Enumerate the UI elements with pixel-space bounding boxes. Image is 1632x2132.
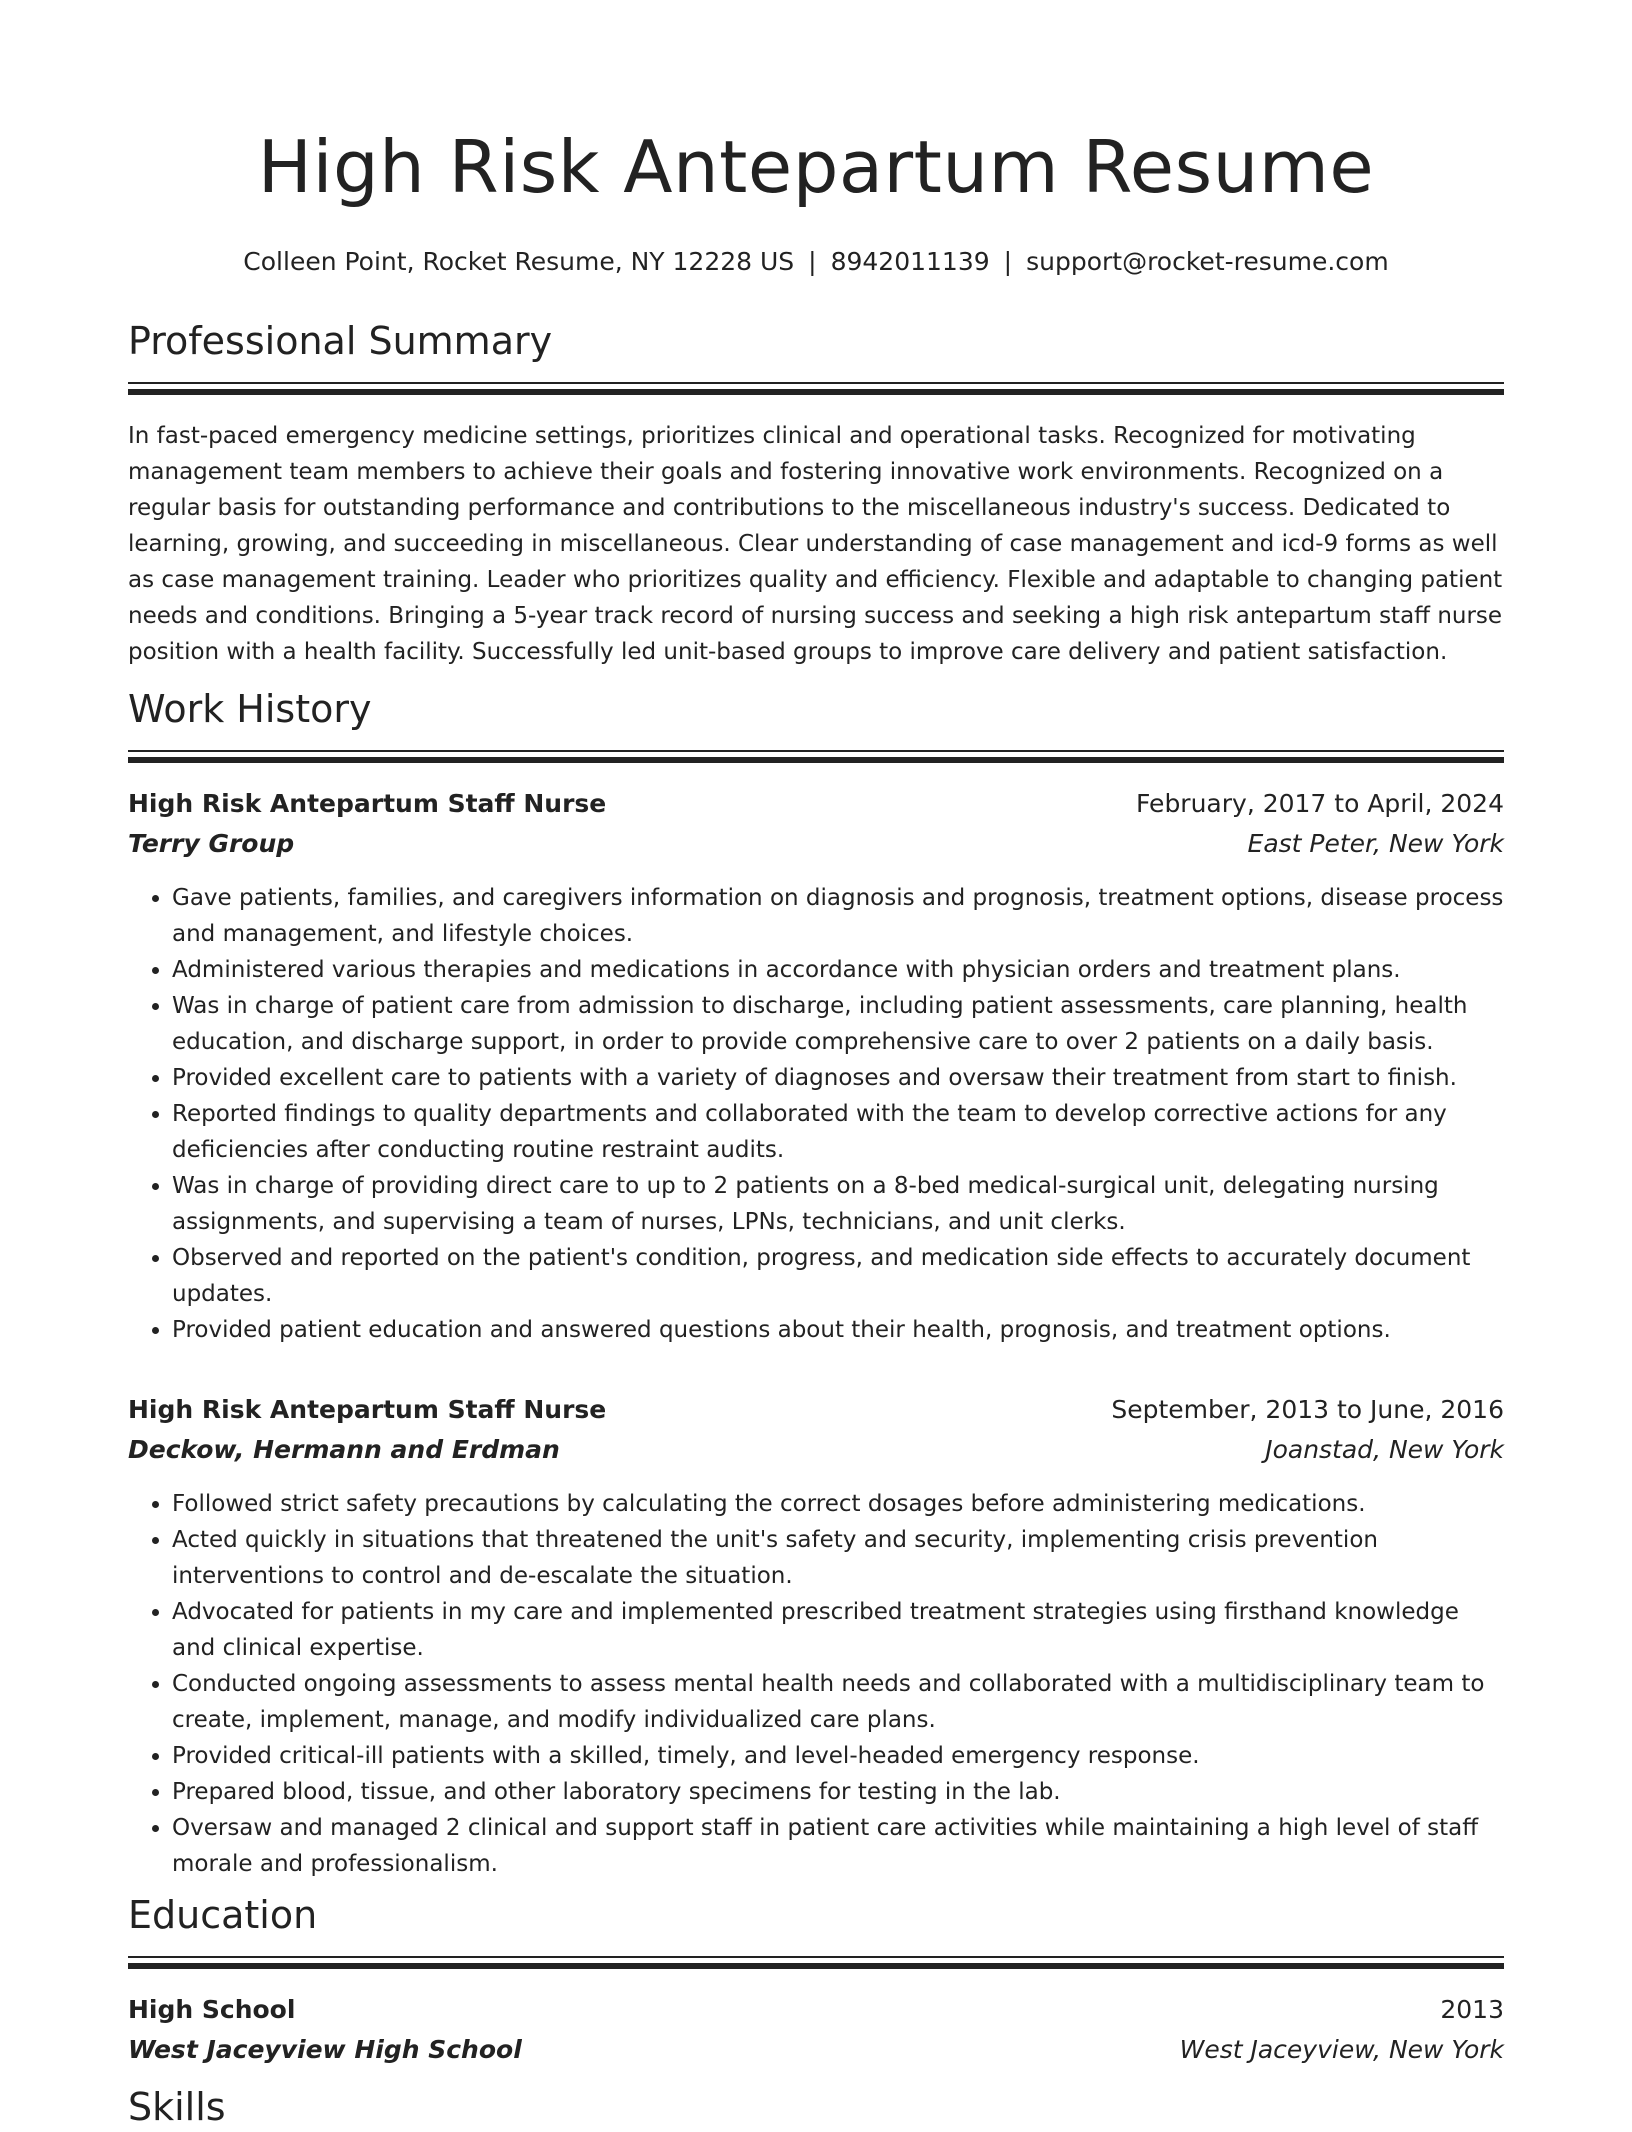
section-title-education: Education xyxy=(128,1893,318,1937)
job-bullet-list xyxy=(128,1486,1504,1882)
education-year: 2013 xyxy=(1440,1995,1504,2024)
job-entry xyxy=(128,1390,1504,1882)
resume-title: High Risk Antepartum Resume xyxy=(257,125,1375,209)
job-bullet: • Advocated for patients in my care and implemented prescribed treatment strategies using firsthand knowledge and clinical expertise. xyxy=(172,1594,1504,1666)
job-bullet: • Prepared blood, tissue, and other laboratory specimens for testing in the lab. xyxy=(172,1774,1504,1810)
education-subheader-row xyxy=(128,2030,1504,2070)
job-entry xyxy=(128,784,1504,1348)
job-bullet: • Acted quickly in situations that threatened the unit's safety and security, implementing crisis prevention interventions to control and de-escalate the situation. xyxy=(172,1522,1504,1594)
professional-summary-section xyxy=(128,316,1504,670)
education-school: West Jaceyview High School xyxy=(128,2035,522,2064)
job-bullet: • Administered various therapies and medications in accordance with physician orders and treatment plans. xyxy=(172,952,1504,988)
job-bullet: • Oversaw and managed 2 clinical and support staff in patient care activities while maintaining a high level of staff morale and professionalism. xyxy=(172,1810,1504,1882)
contact-address: Colleen Point, Rocket Resume, NY 12228 US xyxy=(243,247,795,276)
work-history-section xyxy=(128,684,1504,1882)
job-bullet: • Provided patient education and answered questions about their health, prognosis, and treatment options. xyxy=(172,1312,1504,1348)
education-header-row xyxy=(128,1990,1504,2030)
contact-separator: | xyxy=(808,247,817,276)
resume-header xyxy=(0,118,1632,278)
job-bullet: • Provided critical-ill patients with a skilled, timely, and level-headed emergency response. xyxy=(172,1738,1504,1774)
education-location: West Jaceyview, New York xyxy=(1179,2035,1504,2064)
section-divider xyxy=(128,382,1504,398)
job-bullet: • Followed strict safety precautions by calculating the correct dosages before administering medications. xyxy=(172,1486,1504,1522)
contact-phone: 8942011139 xyxy=(830,247,990,276)
job-bullet: • Gave patients, families, and caregivers information on diagnosis and prognosis, treatment options, disease process and management, and lifestyle choices. xyxy=(172,880,1504,952)
section-divider xyxy=(128,1956,1504,1972)
job-company: Terry Group xyxy=(128,829,295,858)
job-title: High Risk Antepartum Staff Nurse xyxy=(128,1395,607,1424)
education-degree: High School xyxy=(128,1995,296,2024)
job-bullet: • Conducted ongoing assessments to assess mental health needs and collaborated with a multidisciplinary team to create, implement, manage, and modify individualized care plans. xyxy=(172,1666,1504,1738)
job-title: High Risk Antepartum Staff Nurse xyxy=(128,789,607,818)
education-entry xyxy=(128,1990,1504,2070)
contact-email: support@rocket-resume.com xyxy=(1026,247,1389,276)
contact-separator: | xyxy=(1003,247,1013,276)
section-title-work-history: Work History xyxy=(128,687,372,731)
summary-text: In fast-paced emergency medicine settings, prioritizes clinical and operational tasks. Recognized for motivating management team members to achieve their goals and fostering innovative work environments. Recognized on a regular basis for outstanding performance and contributions to the miscellaneous industry's success. Dedicated to learning, growing, and succeeding in miscellaneous. Clear understanding of case management and icd-9 forms as well as case management training. Leader who prioritizes quality and efficiency. Flexible and adaptable to changing patient needs and conditions. Bringing a 5-year track record of nursing success and seeking a high risk antepartum staff nurse position with a health facility. Successfully led unit-based groups to improve care delivery and patient satisfaction. xyxy=(128,423,1503,665)
skills-section xyxy=(128,2082,1504,2132)
contact-line xyxy=(0,246,1632,278)
job-bullet: • Was in charge of patient care from admission to discharge, including patient assessments, care planning, health education, and discharge support, in order to provide comprehensive care to over 2 patients on a daily basis. xyxy=(172,988,1504,1060)
job-bullet: • Observed and reported on the patient's condition, progress, and medication side effects to accurately document updates. xyxy=(172,1240,1504,1312)
job-dates: February, 2017 to April, 2024 xyxy=(1136,789,1504,818)
section-title-skills: Skills xyxy=(128,2085,226,2129)
job-bullet: • Was in charge of providing direct care to up to 2 patients on a 8-bed medical-surgical unit, delegating nursing assignments, and supervising a team of nurses, LPNs, technicians, and unit clerks. xyxy=(172,1168,1504,1240)
job-location: East Peter, New York xyxy=(1247,829,1504,858)
job-header-row xyxy=(128,1390,1504,1430)
job-dates: September, 2013 to June, 2016 xyxy=(1111,1395,1504,1424)
education-section xyxy=(128,1890,1504,2070)
section-divider xyxy=(128,750,1504,766)
job-subheader-row xyxy=(128,824,1504,864)
job-header-row xyxy=(128,784,1504,824)
section-title-summary: Professional Summary xyxy=(128,319,553,363)
job-location: Joanstad, New York xyxy=(1265,1435,1504,1464)
job-company: Deckow, Hermann and Erdman xyxy=(128,1435,560,1464)
job-bullet: • Provided excellent care to patients with a variety of diagnoses and oversaw their treatment from start to finish. xyxy=(172,1060,1504,1096)
job-bullet-list xyxy=(128,880,1504,1348)
job-bullet: • Reported findings to quality departments and collaborated with the team to develop corrective actions for any deficiencies after conducting routine restraint audits. xyxy=(172,1096,1504,1168)
job-subheader-row xyxy=(128,1430,1504,1470)
